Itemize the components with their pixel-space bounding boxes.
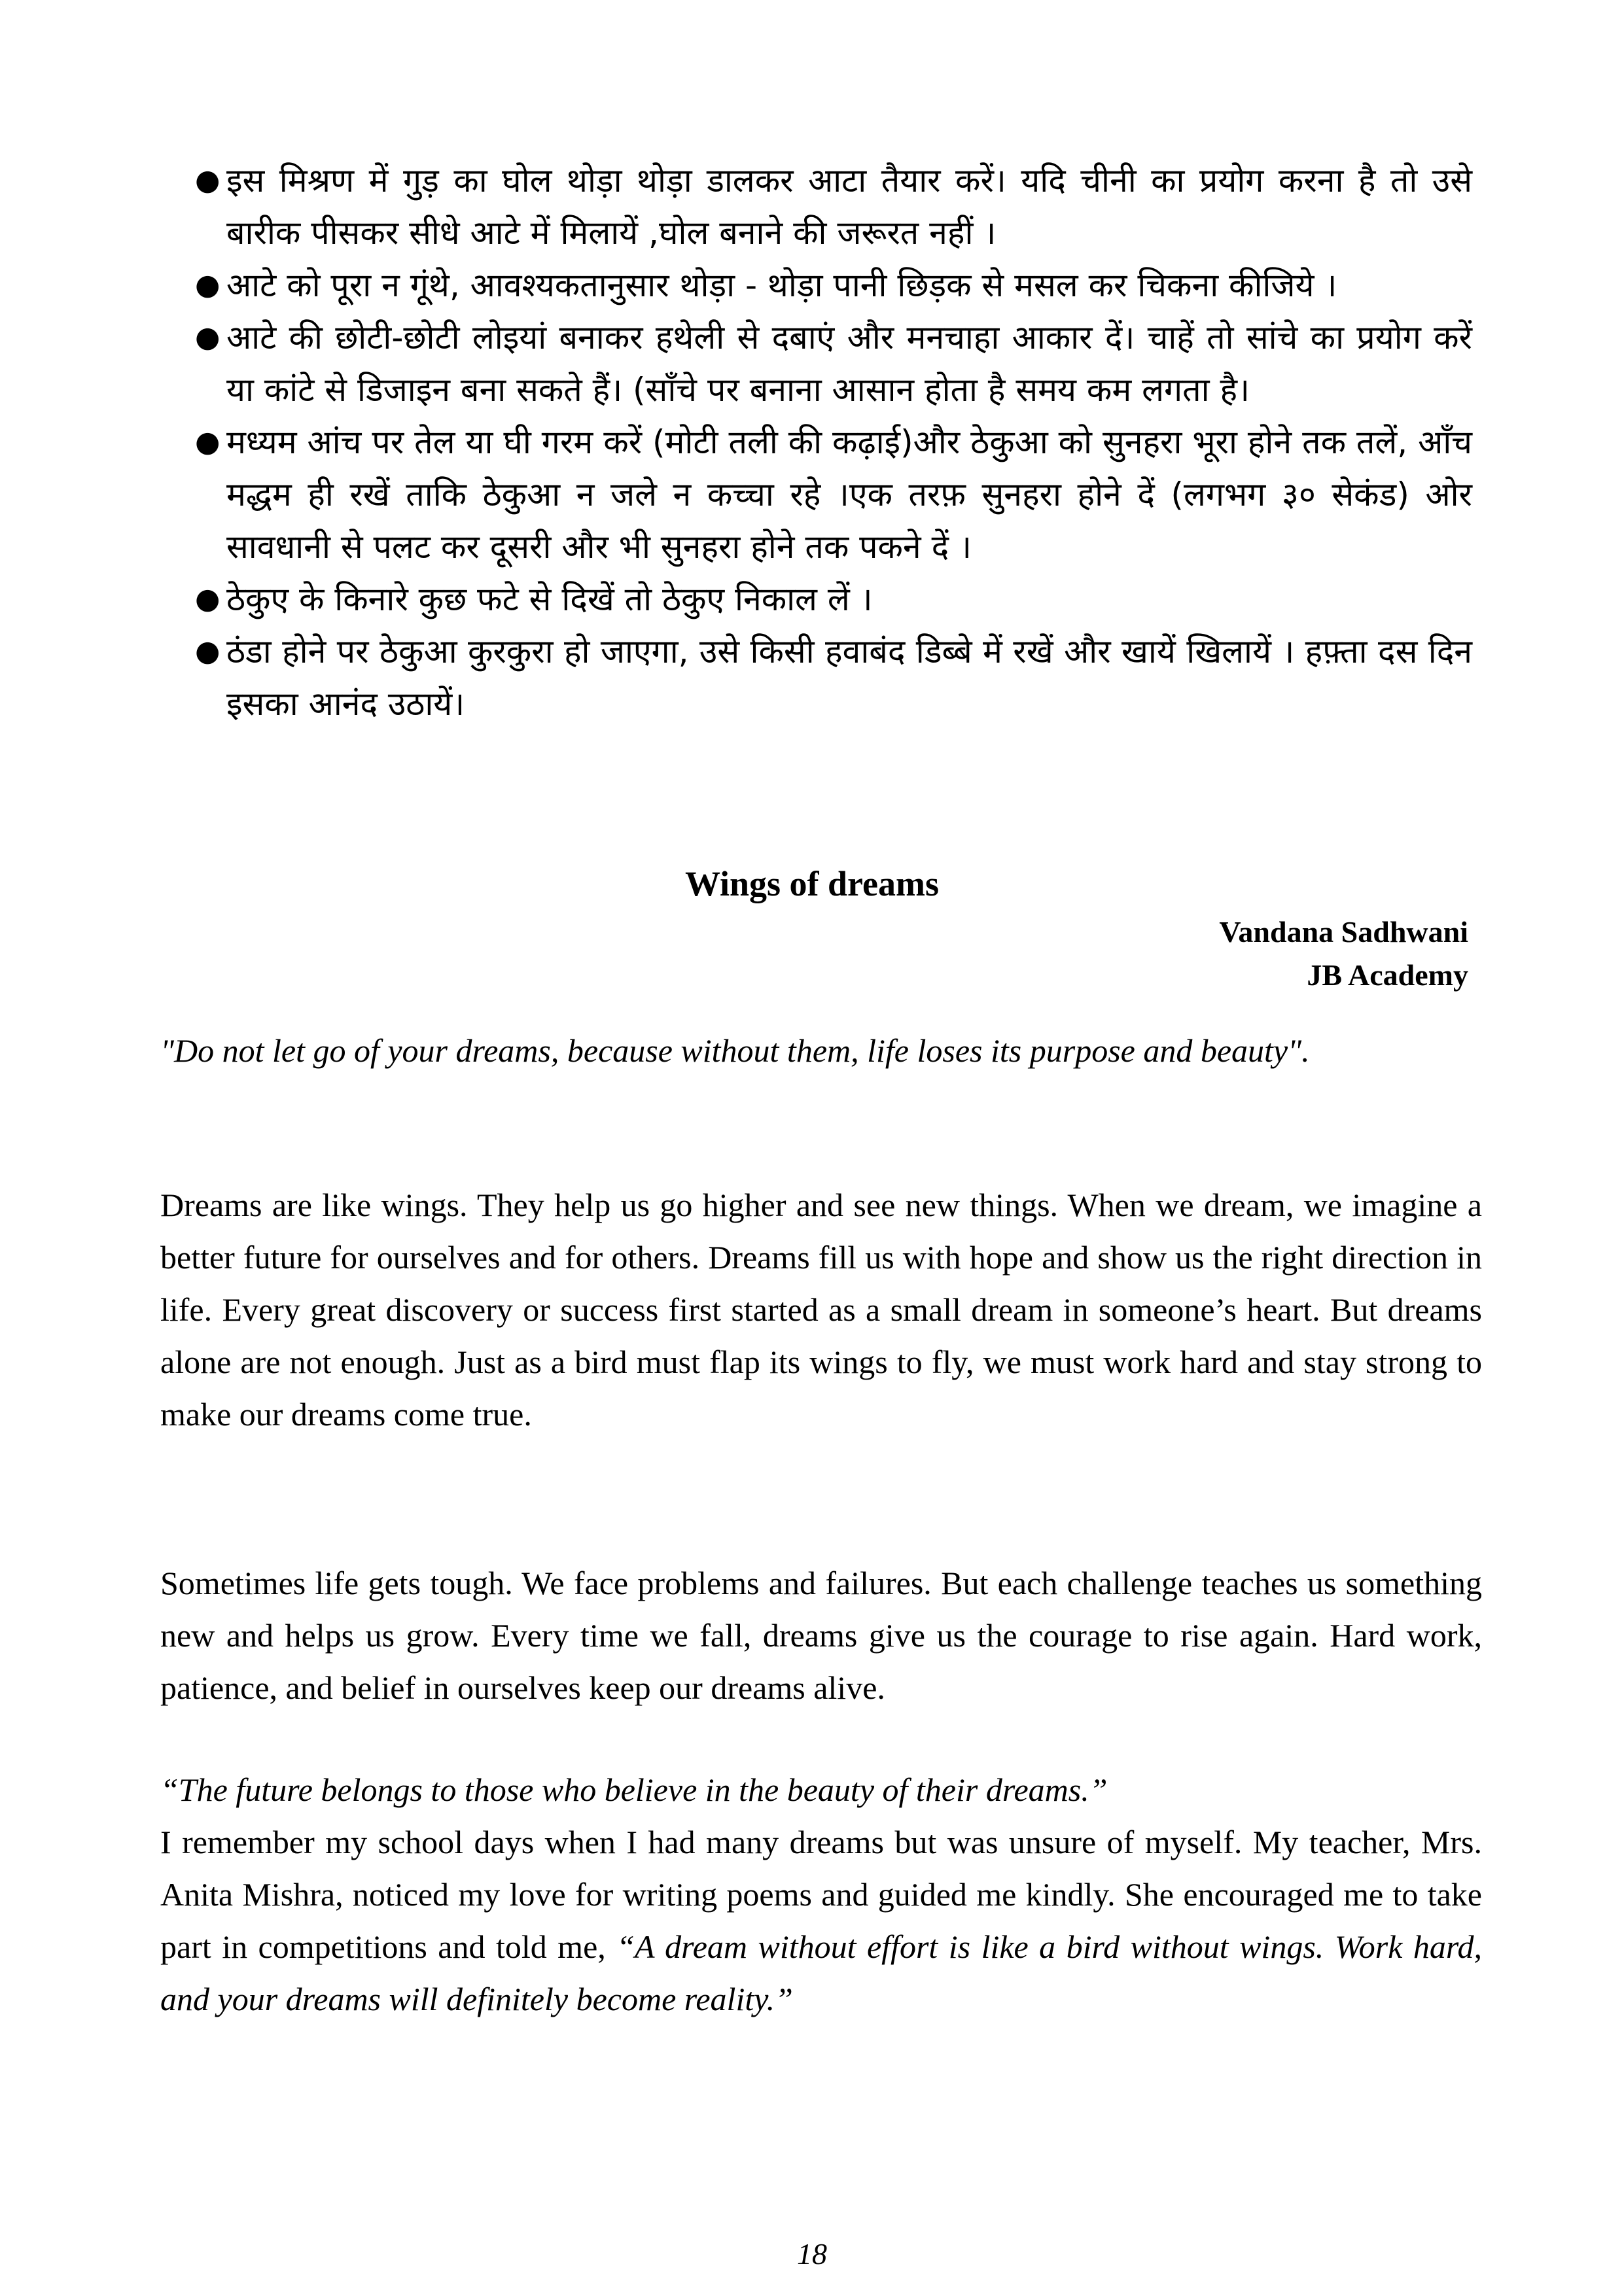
bullet-icon: ● xyxy=(195,268,221,302)
page-number: 18 xyxy=(797,2237,827,2270)
recipe-step-text: इस मिश्रण में गुड़ का घोल थोड़ा थोड़ा डालकर आटा तैयार करें। यदि चीनी का प्रयोग करना है तो उसे बारीक पीसकर सीधे आटे में मिलायें ,घोल बनाने की जरूरत नहीं । xyxy=(226,162,1472,252)
recipe-steps-list xyxy=(190,154,1472,730)
recipe-step xyxy=(190,154,1472,259)
recipe-step xyxy=(190,311,1472,416)
bullet-icon: ● xyxy=(195,582,221,616)
author-name: Vandana Sadhwani xyxy=(1219,915,1468,948)
inline-quote: “The future belongs to those who believe in the beauty of their dreams.” xyxy=(160,1771,1108,1808)
paragraph: Sometimes life gets tough. We face problems and failures. But each challenge teaches us something new and helps us grow. Every time we fall, dreams give us the courage to rise again. Hard work, patience, and belief in ourselves keep our dreams alive. xyxy=(160,1565,1482,1706)
recipe-step-text: ठंडा होने पर ठेकुआ कुरकुरा हो जाएगा, उसे किसी हवाबंद डिब्बे में रखें और खायें खिलायें । हफ़्ता दस दिन इसका आनंद उठायें। xyxy=(226,633,1472,723)
bullet-icon: ● xyxy=(195,635,221,668)
bullet-icon: ● xyxy=(195,321,221,354)
byline xyxy=(1219,911,1468,997)
epigraph-quote: "Do not let go of your dreams, because without them, life loses its purpose and beauty". xyxy=(160,1032,1310,1069)
author-school: JB Academy xyxy=(1307,958,1468,992)
recipe-step-text: आटे की छोटी-छोटी लोइयां बनाकर हथेली से दबाएं और मनचाहा आकार दें। चाहें तो सांचे का प्रयोग करें या कांटे से डिजाइन बना सकते हैं। (साँचे पर बनाना आसान होता है समय कम लगता है। xyxy=(226,319,1472,409)
recipe-step-text: ठेकुए के किनारे कुछ फटे से दिखें तो ठेकुए निकाल लें । xyxy=(226,580,873,618)
teacher-quote: “A dream without effort is like a bird without wings. Work hard, and your dreams will definitely become reality.” xyxy=(160,1928,1482,2017)
recipe-step xyxy=(190,259,1472,311)
recipe-step-text: मध्यम आंच पर तेल या घी गरम करें (मोटी तली की कढ़ाई)और ठेकुआ को सुनहरा भूरा होने तक तलें, आँच मद्धम ही रखें ताकि ठेकुआ न जले न कच्चा रहे ।एक तरफ़ सुनहरा होने दें (लगभग ३० सेकंड) ओर सावधानी से पलट कर दूसरी और भी सुनहरा होने तक पकने दें । xyxy=(226,423,1472,566)
paragraph-text: I remember my school days when I had many dreams but was unsure of myself. My teacher, Mrs. Anita Mishra, noticed my love for writing poems and guided me kindly. She encouraged me to take part in competitions and told me, xyxy=(160,1824,1482,1965)
paragraph: Dreams are like wings. They help us go higher and see new things. When we dream, we imagine a better future for ourselves and for others. Dreams fill us with hope and show us the right direction in life. Every great discovery or success first started as a small dream in someone’s heart. But dreams alone are not enough. Just as a bird must flap its wings to fly, we must work hard and stay strong to make our dreams come true. xyxy=(160,1187,1482,1433)
recipe-step xyxy=(190,416,1472,573)
article-title: Wings of dreams xyxy=(684,864,940,903)
recipe-step-text: आटे को पूरा न गूंथे, आवश्यकतानुसार थोड़ा - थोड़ा पानी छिड़क से मसल कर चिकना कीजिये । xyxy=(226,266,1337,304)
bullet-icon: ● xyxy=(195,164,221,197)
recipe-step xyxy=(190,573,1472,625)
paragraph xyxy=(160,1816,1482,2025)
recipe-step xyxy=(190,625,1472,730)
bullet-icon: ● xyxy=(195,425,221,459)
